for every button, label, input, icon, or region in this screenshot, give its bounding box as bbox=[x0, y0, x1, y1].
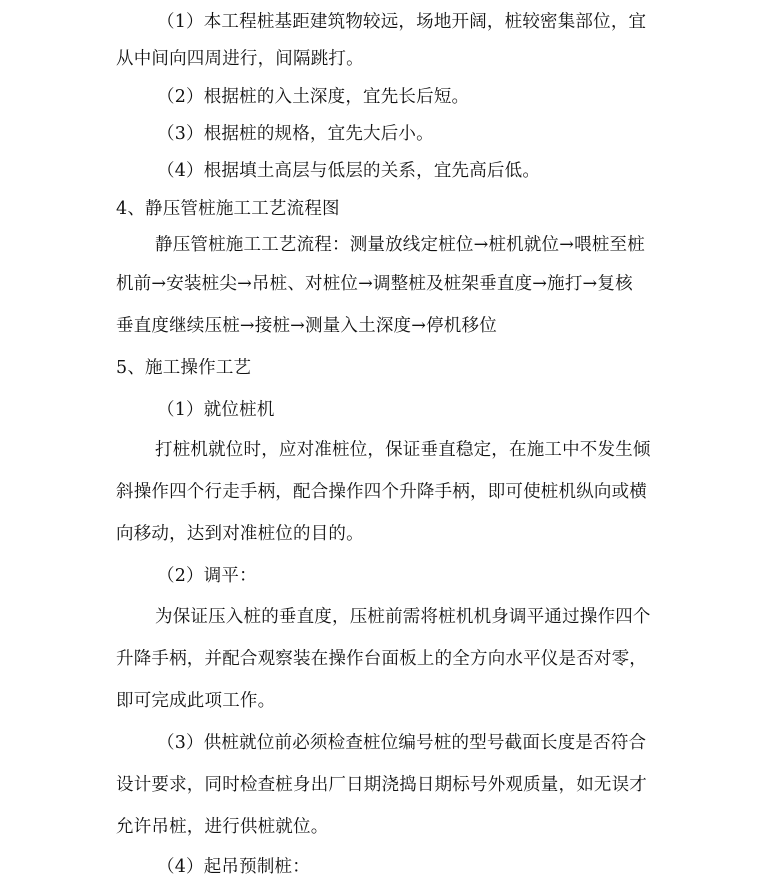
section-heading: 4、静压管桩施工工艺流程图 bbox=[116, 199, 340, 219]
paragraph-line: 即可完成此项工作。 bbox=[116, 691, 276, 711]
paragraph-line: 垂直度继续压桩→接桩→测量入土深度→停机移位 bbox=[116, 316, 497, 336]
subsection-heading: （4）起吊预制桩： bbox=[157, 857, 310, 877]
paragraph-line: 从中间向四周进行，间隔跳打。 bbox=[116, 49, 364, 69]
paragraph-line: 允许吊桩，进行供桩就位。 bbox=[116, 817, 329, 837]
paragraph-line: （1）本工程桩基距建筑物较远，场地开阔，桩较密集部位，宜 bbox=[157, 12, 647, 32]
subsection-heading: （2）调平： bbox=[157, 566, 257, 586]
section-heading: 5、施工操作工艺 bbox=[116, 358, 252, 378]
subsection-heading: （1）就位桩机 bbox=[157, 400, 275, 420]
list-item: （3）根据桩的规格，宜先大后小。 bbox=[157, 124, 434, 144]
list-item: （2）根据桩的入土深度，宜先长后短。 bbox=[157, 87, 470, 107]
paragraph-line: 打桩机就位时，应对准桩位，保证垂直稳定，在施工中不发生倾 bbox=[155, 440, 651, 460]
paragraph-line: 设计要求，同时检查桩身出厂日期浇捣日期标号外观质量，如无误才 bbox=[116, 775, 647, 795]
paragraph-line: 向移动，达到对准桩位的目的。 bbox=[116, 524, 364, 544]
paragraph-line: 升降手柄，并配合观察装在操作台面板上的全方向水平仪是否对零， bbox=[116, 649, 647, 669]
paragraph-line: 机前→安装桩尖→吊桩、对桩位→调整桩及桩架垂直度→施打→复核 bbox=[116, 274, 633, 294]
paragraph-line: 斜操作四个行走手柄，配合操作四个升降手柄，即可使桩机纵向或横 bbox=[116, 482, 647, 502]
paragraph-line: 静压管桩施工工艺流程：测量放线定桩位→桩机就位→喂桩至桩 bbox=[155, 235, 645, 255]
list-item: （4）根据填土高层与低层的关系，宜先高后低。 bbox=[157, 161, 541, 181]
paragraph-line: （3）供桩就位前必须检查桩位编号桩的型号截面长度是否符合 bbox=[157, 733, 647, 753]
paragraph-line: 为保证压入桩的垂直度，压桩前需将桩机机身调平通过操作四个 bbox=[155, 607, 651, 627]
